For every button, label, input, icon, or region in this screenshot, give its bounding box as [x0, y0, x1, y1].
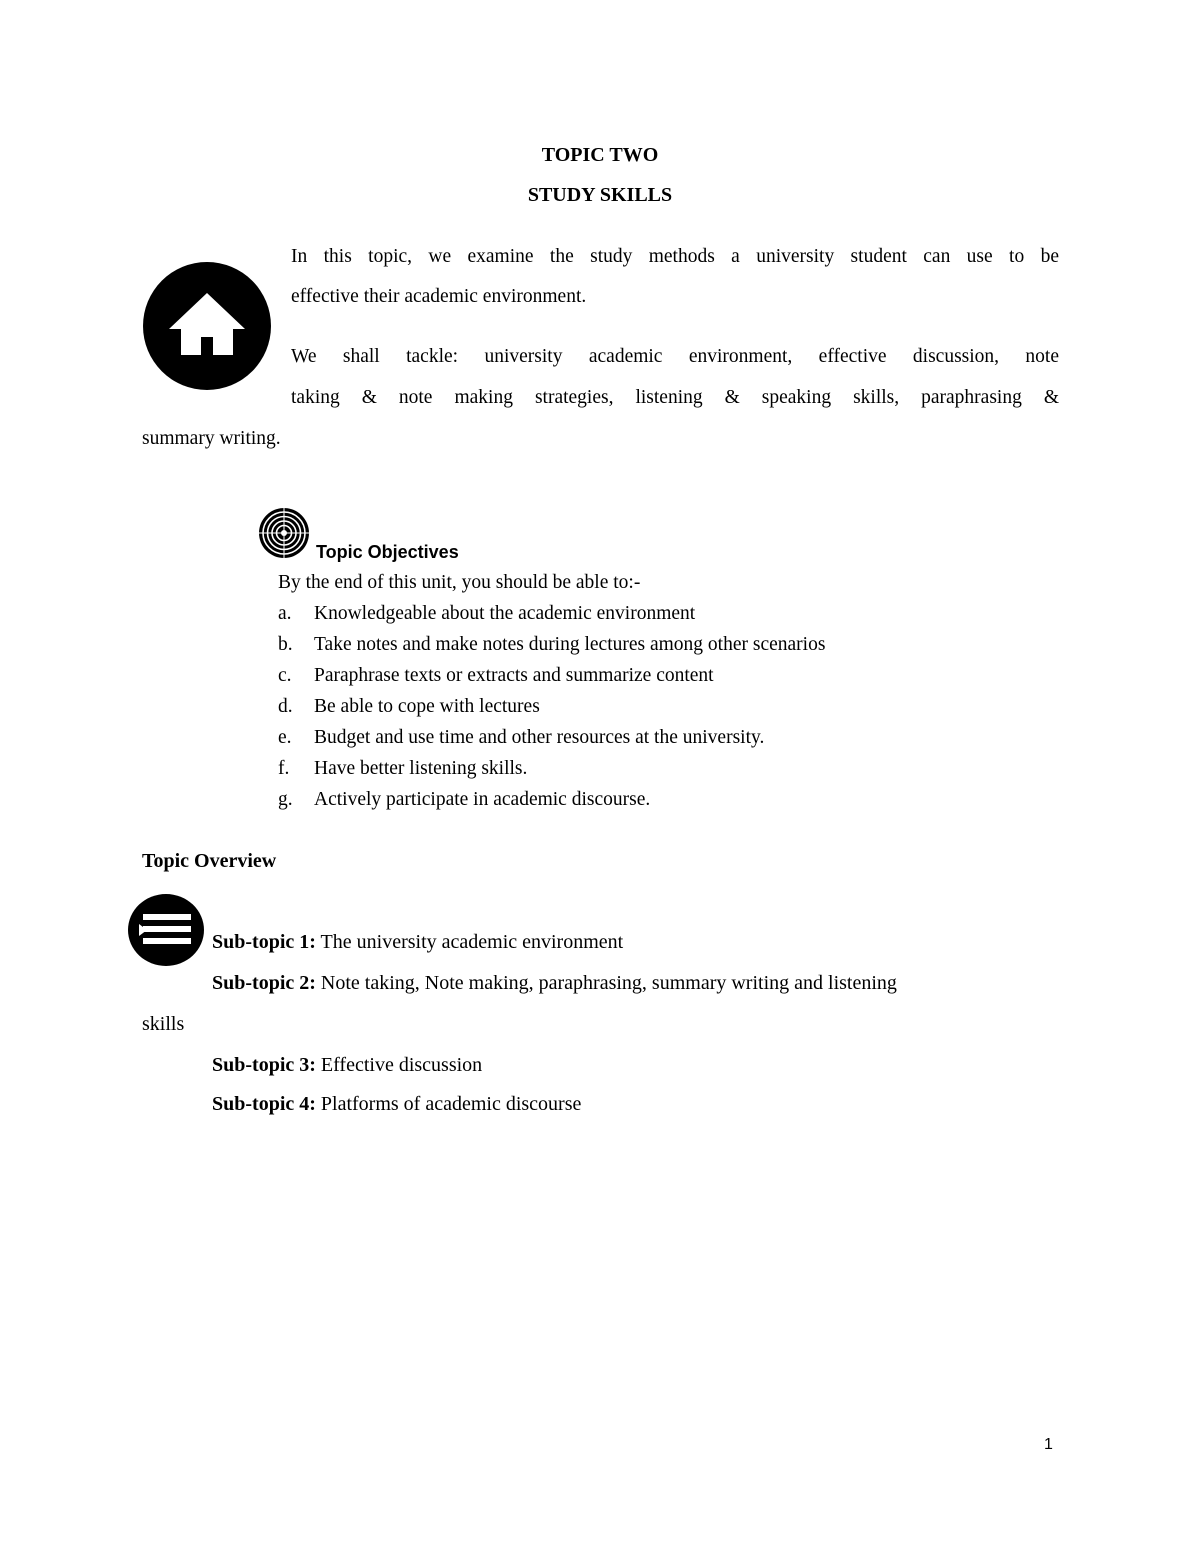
subtopic-item — [212, 1093, 581, 1116]
overview-heading: Topic Overview — [142, 850, 277, 872]
target-icon — [258, 507, 310, 559]
list-item — [278, 633, 825, 657]
list-letter: a. — [278, 603, 292, 624]
list-text: Knowledgeable about the academic environment — [314, 603, 696, 624]
subtopic-item — [212, 972, 897, 995]
list-text: Actively participate in academic discourse. — [314, 789, 651, 810]
subtopic-label: Sub-topic 2: — [212, 972, 316, 994]
intro-line: taking & note making strategies, listening & speaking skills, paraphrasing & — [291, 387, 1059, 408]
subtopic-label: Sub-topic 3: — [212, 1054, 316, 1076]
objectives-heading: Topic Objectives — [316, 542, 459, 562]
list-text: Paraphrase texts or extracts and summarize content — [314, 665, 714, 686]
subtopic-label: Sub-topic 4: — [212, 1093, 316, 1115]
subtopic-text: Effective discussion — [315, 1054, 483, 1076]
list-letter: e. — [278, 727, 292, 748]
subtopic-item — [212, 1054, 482, 1077]
subtopic-text: Note taking, Note making, paraphrasing, summary writing and listening — [315, 972, 897, 994]
topic-number: TOPIC TWO — [541, 144, 659, 166]
subtopic-text: Platforms of academic discourse — [315, 1093, 582, 1115]
list-text: Have better listening skills. — [314, 758, 528, 779]
subtopic-label: Sub-topic 1: — [212, 931, 316, 953]
objectives-lead: By the end of this unit, you should be able to:- — [278, 572, 641, 593]
list-item — [278, 602, 695, 626]
subtopic-text: The university academic environment — [315, 931, 624, 953]
list-text: Budget and use time and other resources at the university. — [314, 727, 765, 748]
list-text: Take notes and make notes during lectures among other scenarios — [314, 634, 826, 655]
home-icon — [142, 261, 272, 391]
subtopic-continuation: skills — [142, 1013, 185, 1035]
intro-line: In this topic, we examine the study methods a university student can use to be — [291, 246, 1059, 267]
list-icon — [127, 893, 205, 967]
intro-line: summary writing. — [142, 428, 281, 449]
intro-line: We shall tackle: university academic environment, effective discussion, note — [291, 346, 1059, 367]
list-letter: d. — [278, 696, 293, 717]
list-letter: g. — [278, 789, 293, 810]
list-item — [278, 726, 764, 750]
list-item — [278, 757, 527, 781]
list-letter: f. — [278, 758, 290, 779]
page-title: STUDY SKILLS — [527, 184, 673, 206]
list-letter: c. — [278, 665, 292, 686]
intro-line: effective their academic environment. — [291, 286, 587, 307]
list-text: Be able to cope with lectures — [314, 696, 540, 717]
list-item — [278, 664, 714, 688]
subtopic-item — [212, 931, 623, 954]
list-item — [278, 788, 650, 812]
page-number: 1 — [1044, 1436, 1053, 1453]
list-item — [278, 695, 540, 719]
list-letter: b. — [278, 634, 293, 655]
